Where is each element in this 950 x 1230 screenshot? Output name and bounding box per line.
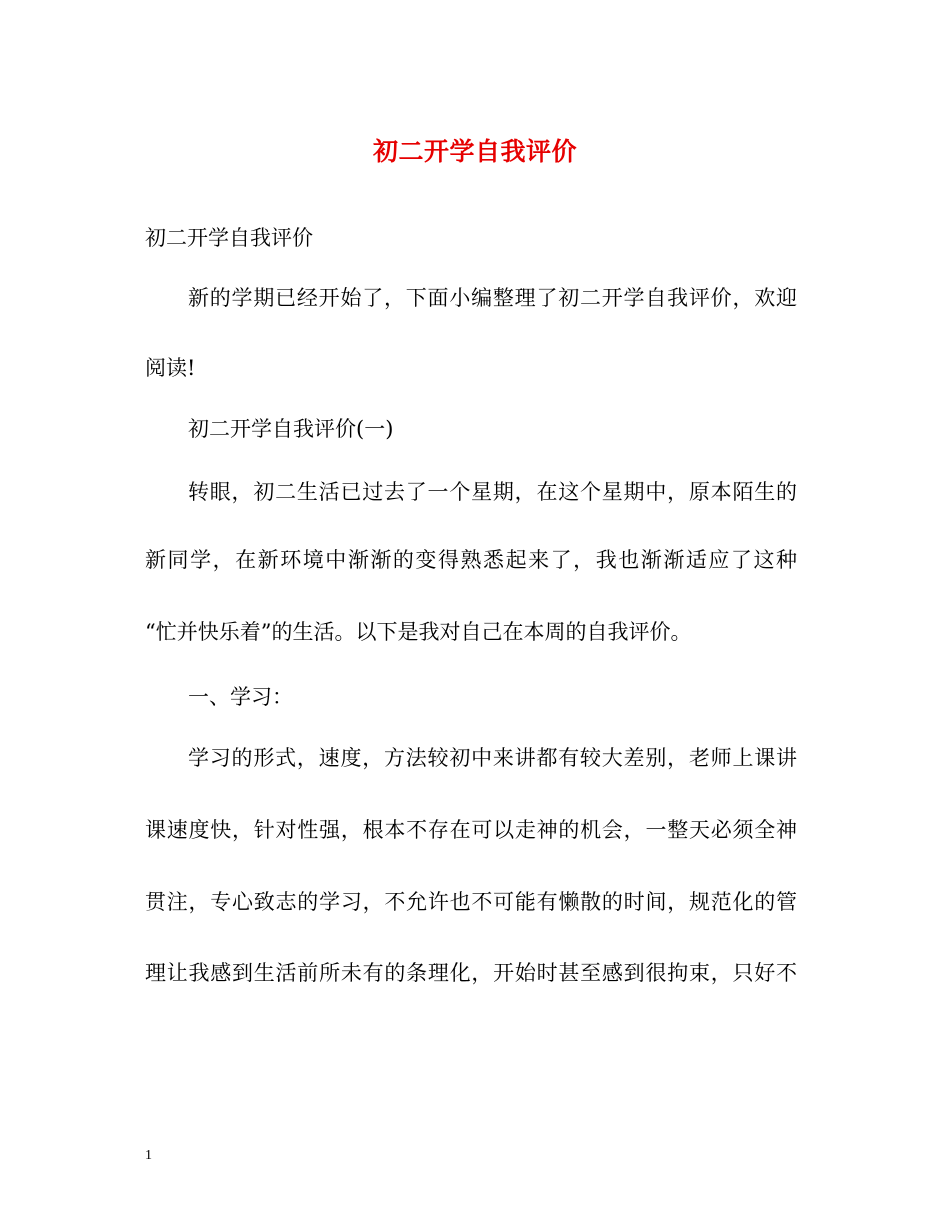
section-heading: 初二开学自我评价(一) <box>188 417 394 441</box>
intro-line-1: 新的学期已经开始了，下面小编整理了初二开学自我评价，欢迎 <box>188 286 797 310</box>
paragraph-line: 新同学，在新环境中渐渐的变得熟悉起来了，我也渐渐适应了这种 <box>145 548 797 572</box>
subtitle-line: 初二开学自我评价 <box>145 226 313 250</box>
paragraph-line: “忙并快乐着”的生活。以下是我对自己在本周的自我评价。 <box>145 620 692 644</box>
paragraph-line: 理让我感到生活前所未有的条理化，开始时甚至感到很拘束，只好不 <box>145 961 797 985</box>
paragraph-line: 贯注，专心致志的学习，不允许也不可能有懒散的时间，规范化的管 <box>145 890 797 914</box>
paragraph-line: 课速度快，针对性强，根本不存在可以走神的机会，一整天必须全神 <box>145 818 797 842</box>
paragraph-line: 转眼，初二生活已过去了一个星期，在这个星期中，原本陌生的 <box>188 480 797 504</box>
page-number: 1 <box>145 1148 152 1163</box>
document-title: 初二开学自我评价 <box>372 137 577 166</box>
study-heading: 一、学习： <box>188 685 293 709</box>
intro-line-2: 阅读! <box>145 356 196 380</box>
paragraph-line: 学习的形式，速度，方法较初中来讲都有较大差别，老师上课讲 <box>188 746 797 770</box>
